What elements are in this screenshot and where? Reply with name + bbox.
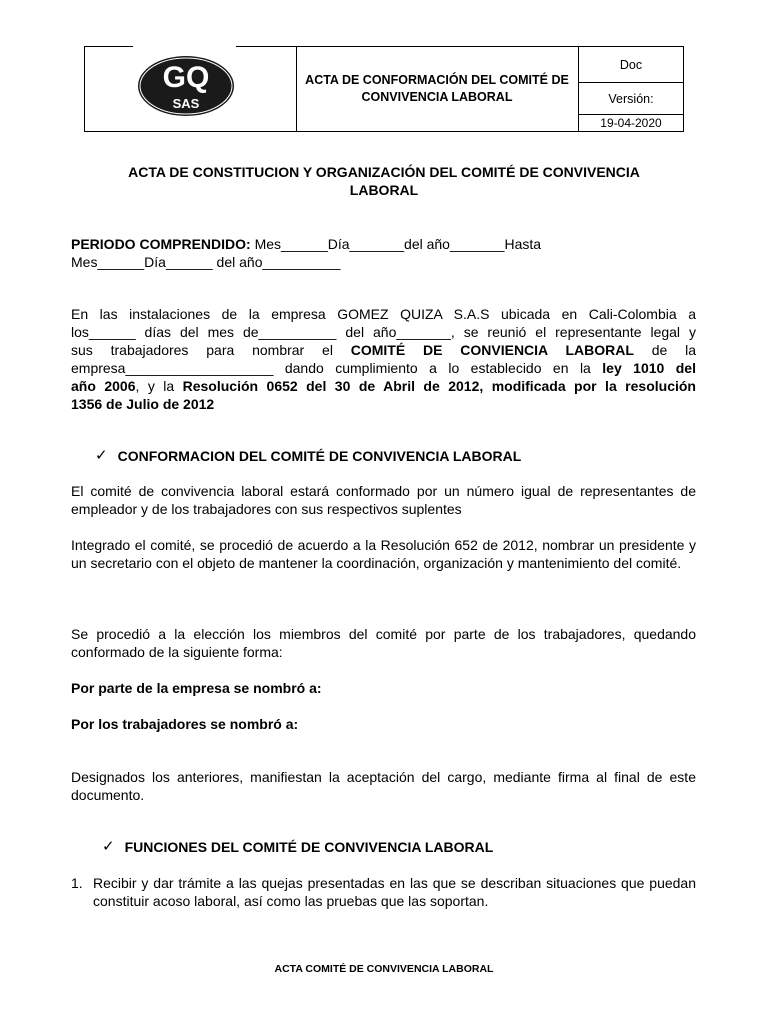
intro-line-3-a: sus trabajadores para nombrar el [71,342,351,358]
intro-line-6 [71,395,696,413]
page-footer: ACTA COMITÉ DE CONVIVENCIA LABORAL [274,963,494,975]
conformacion-paragraph-4: Designados los anteriores, manifiestan la aceptación del cargo, mediante firma al final de este documento. [71,769,696,803]
intro-line-3-c: de la [633,342,697,358]
intro-line-5 [71,377,696,395]
intro-paragraph [71,305,696,413]
list-item-text: Recibir y dar trámite a las quejas presentadas en las que se describan situaciones que puedan constituir acoso laboral, así como las pruebas que las soportan. [93,875,696,909]
doc-label: Doc [579,47,683,83]
intro-line-4-a: empresa___________________ dando cumplimiento a lo establecido en la [71,360,603,376]
logo-cell [85,47,297,131]
version-label: Versión: [579,83,683,115]
periodo-label: PERIODO COMPRENDIDO: [71,236,251,252]
section-funciones-title: FUNCIONES DEL COMITÉ DE CONVIVENCIA LABORAL [124,839,494,855]
company-logo [137,55,235,117]
conformacion-paragraph-2: Integrado el comité, se procedió de acuerdo a la Resolución 652 de 2012, nombrar un presidente y un secretario con el objeto de mantener la coordinación, organización y mantenimiento del comité. [71,537,696,571]
document-header-table [84,46,684,132]
checkmark-icon: ✓ [95,447,108,464]
intro-line-3 [71,341,696,359]
intro-line-4 [71,359,696,377]
periodo-line-1-text: Mes______Día_______del año_______Hasta [250,236,542,252]
conformacion-paragraph-3: Se procedió a la elección los miembros del comité por parte de los trabajadores, quedando conformado de la siguiente forma: [71,626,696,660]
intro-line-5-a: año 2006 [71,378,136,394]
header-title: ACTA DE CONFORMACIÓN DEL COMITÉ DE CONVIVENCIA LABORAL [296,47,579,131]
intro-line-4-bold: ley 1010 del [602,360,696,376]
list-item-number: 1. [71,875,83,891]
header-top-gap [133,45,236,49]
periodo-line-2: Mes______Día______ del año__________ [71,254,341,270]
intro-line-3-bold: COMITÉ DE CONVIENCIA LABORAL [350,342,634,358]
document-title: ACTA DE CONSTITUCION Y ORGANIZACIÓN DEL COMITÉ DE CONVIVENCIA LABORAL [128,164,640,198]
intro-line-5-b: , y la [135,378,183,394]
section-funciones-heading [102,838,493,856]
periodo-block [71,235,696,271]
intro-line-5-bold: Resolución 0652 del 30 de Abril de 2012, modificada por la resolución [182,378,696,394]
trabajadores-nombro-label: Por los trabajadores se nombró a: [71,716,299,732]
checkmark-icon: ✓ [102,838,115,855]
periodo-line-1 [71,235,696,253]
intro-line-2: los______ días del mes de__________ del año_______, se reunió el representante legal y [71,324,696,340]
intro-line-6-bold: 1356 de Julio de 2012 [71,396,215,412]
section-conformacion-title: CONFORMACION DEL COMITÉ DE CONVIVENCIA LABORAL [117,448,522,464]
intro-line-1: En las instalaciones de la empresa GOMEZ QUIZA S.A.S ubicada en Cali-Colombia a [71,306,696,322]
logo-text-top: GQ [162,61,210,94]
logo-text-bottom: SAS [172,96,200,111]
empresa-nombro-label: Por parte de la empresa se nombró a: [71,680,322,696]
document-date: 19-04-2020 [600,116,662,130]
section-conformacion-heading [95,447,521,465]
conformacion-paragraph-1: El comité de convivencia laboral estará conformado por un número igual de representantes de empleador y de los trabajadores con sus respectivos suplentes [71,483,696,517]
